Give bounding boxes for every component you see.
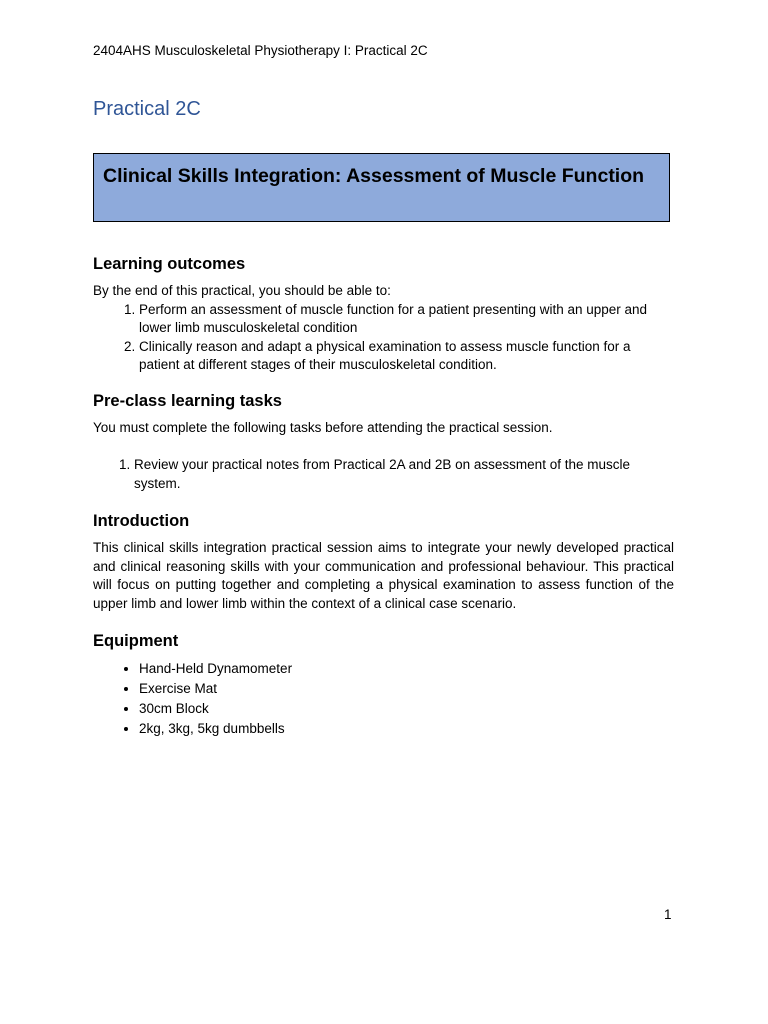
equipment-heading: Equipment <box>93 632 179 650</box>
introduction-heading: Introduction <box>93 512 190 530</box>
learning-outcomes-list <box>93 301 674 375</box>
title-box <box>93 153 670 222</box>
equipment-list <box>93 659 674 739</box>
learning-outcomes-heading: Learning outcomes <box>93 255 246 273</box>
learning-outcomes-section <box>93 252 674 375</box>
document-body <box>93 252 674 739</box>
introduction-section <box>93 509 674 613</box>
list-item: • 2kg, 3kg, 5kg dumbbells <box>139 719 674 739</box>
list-item: • Hand-Held Dynamometer <box>139 659 674 679</box>
preclass-section <box>93 389 674 494</box>
preclass-heading: Pre-class learning tasks <box>93 391 282 410</box>
list-item: • Exercise Mat <box>139 679 674 699</box>
list-item: 1. Review your practical notes from Practical 2A and 2B on assessment of the muscle system. <box>134 456 674 493</box>
introduction-paragraph: This clinical skills integration practical session aims to integrate your newly developed practical and clinical reasoning skills with your communication and professional behaviour. This practical will focus on putting together and completing a physical examination to assess function of the upper limb and lower limb within the context of a clinical case scenario. <box>93 540 674 611</box>
page-number: 1 <box>664 907 672 922</box>
preclass-intro: You must complete the following tasks before attending the practical session. <box>93 419 553 435</box>
page-title: Practical 2C <box>93 98 201 120</box>
title-box-text: Clinical Skills Integration: Assessment of Muscle Function <box>103 165 645 187</box>
learning-outcomes-intro: By the end of this practical, you should be able to: <box>93 283 391 298</box>
preclass-task-list <box>93 456 674 493</box>
list-item: • 30cm Block <box>139 699 674 719</box>
list-item: 1. Perform an assessment of muscle function for a patient presenting with an upper and lower limb musculoskeletal condition <box>139 301 674 338</box>
running-header: 2404AHS Musculoskeletal Physiotherapy I: Practical 2C <box>93 43 428 58</box>
list-item: 2. Clinically reason and adapt a physical examination to assess muscle function for a patient at different stages of their musculoskeletal condition. <box>139 338 674 375</box>
equipment-section <box>93 629 674 739</box>
